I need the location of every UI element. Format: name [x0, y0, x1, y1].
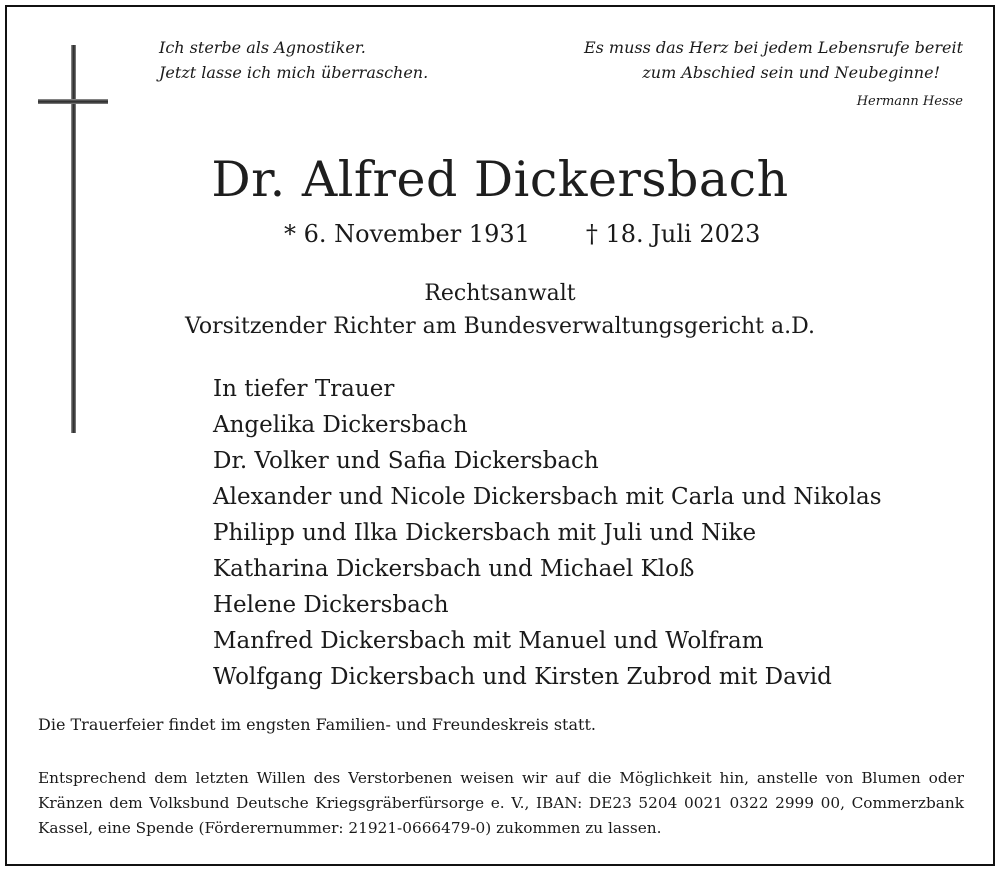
quote-right-line: zum Abschied sein und Neubeginne! — [642, 63, 940, 82]
life-dates — [284, 220, 760, 248]
mourners-list — [213, 371, 882, 695]
list-item: Philipp und Ilka Dickersbach mit Juli und Nike — [213, 520, 757, 546]
list-item: Wolfgang Dickersbach und Kirsten Zubrod mit David — [213, 664, 832, 690]
list-item: Manfred Dickersbach mit Manuel und Wolfram — [213, 628, 764, 654]
quote-author: Hermann Hesse — [856, 94, 963, 109]
list-item: Angelika Dickersbach — [213, 412, 468, 438]
quote-left-line: Jetzt lasse ich mich überraschen. — [159, 63, 429, 82]
deceased-name: Dr. Alfred Dickersbach — [211, 151, 789, 208]
list-item: Alexander und Nicole Dickersbach mit Carla und Nikolas — [213, 484, 882, 510]
list-item: In tiefer Trauer — [213, 376, 395, 402]
profession: Rechtsanwalt — [424, 281, 576, 306]
deceased-titles — [7, 277, 993, 343]
office: Vorsitzender Richter am Bundesverwaltungsgericht a.D. — [185, 314, 815, 339]
birth-date: * 6. November 1931 — [284, 220, 530, 248]
quote-right — [543, 35, 963, 85]
death-date: † 18. Juli 2023 — [585, 220, 761, 248]
quote-right-line: Es muss das Herz bei jedem Lebensrufe bereit — [583, 38, 963, 57]
list-item: Helene Dickersbach — [213, 592, 449, 618]
cross-horizontal-bar — [38, 99, 108, 104]
list-item: Katharina Dickersbach und Michael Kloß — [213, 556, 695, 582]
quote-left — [159, 35, 428, 85]
list-item: Dr. Volker und Safia Dickersbach — [213, 448, 599, 474]
funeral-notice: Die Trauerfeier findet im engsten Familien- und Freundeskreis statt. — [38, 715, 596, 734]
donation-notice: Entsprechend dem letzten Willen des Verstorbenen weisen wir auf die Möglichkeit hin, anstelle von Blumen oder Kränzen dem Volksbund Deutsche Kriegsgräberfürsorge e. V., IBAN: DE23 5204 0021 0322 2999 00, Commerzbank Kassel, eine Spende (Förderernummer: 21921-0666479-0) zukommen zu lassen. — [38, 769, 964, 837]
quote-left-line: Ich sterbe als Agnostiker. — [159, 38, 366, 57]
obituary-frame — [5, 5, 995, 866]
